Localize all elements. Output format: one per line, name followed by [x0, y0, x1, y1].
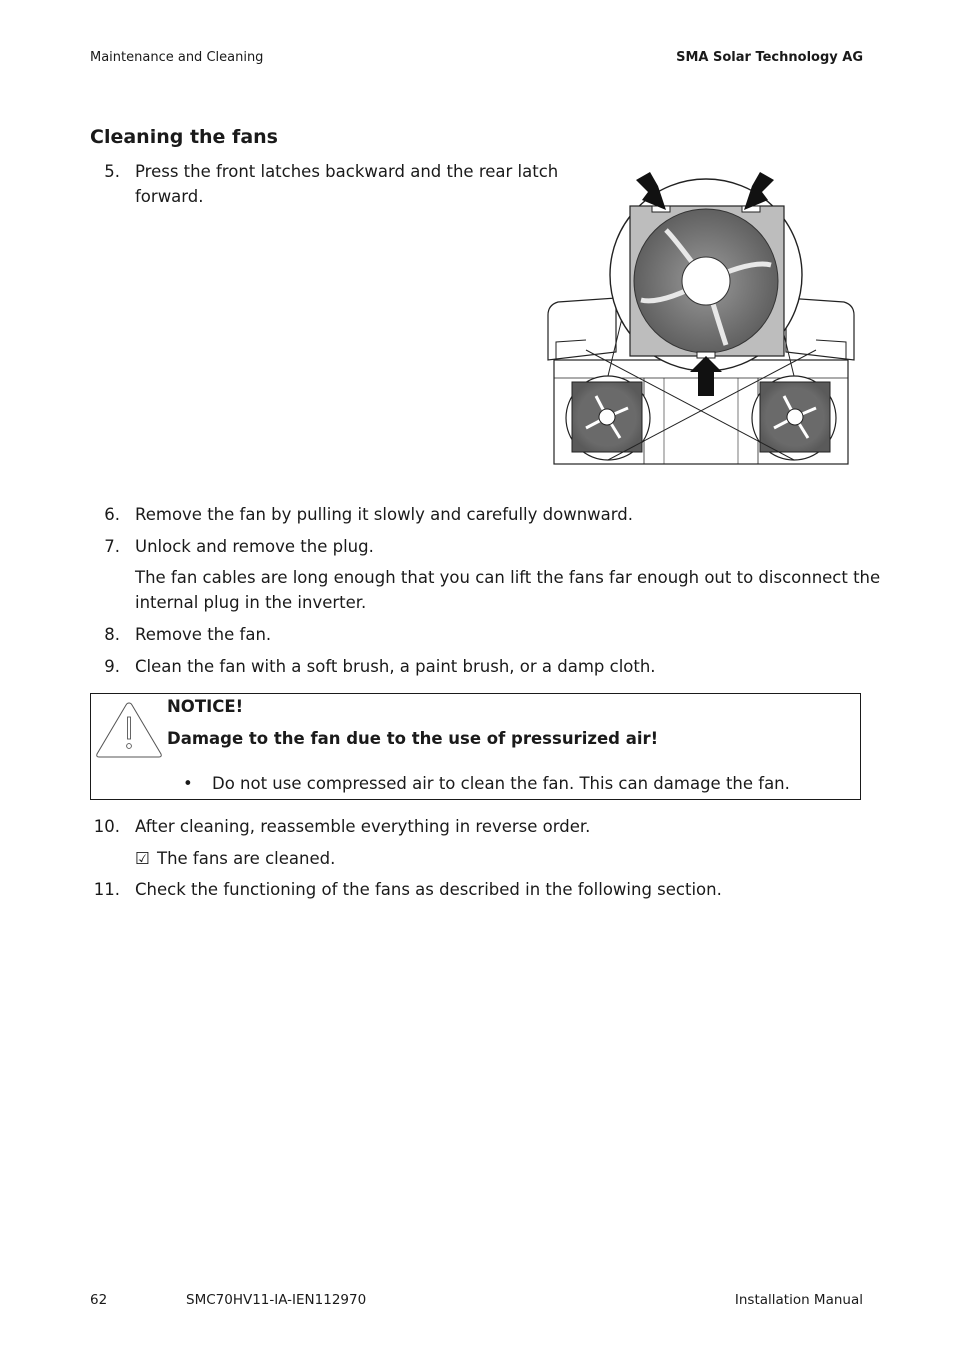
step-text: Clean the fan with a soft brush, a paint brush, or a damp cloth. — [135, 657, 656, 676]
step-9 — [90, 654, 870, 679]
step-text: Remove the fan. — [135, 625, 272, 644]
section-title: Cleaning the fans — [90, 126, 278, 148]
step-number: 7. — [104, 537, 120, 556]
fan-illustration — [546, 170, 856, 472]
document-id: SMC70HV11-IA-IEN112970 — [186, 1292, 367, 1308]
notice-box — [90, 693, 861, 800]
header-section: Maintenance and Cleaning — [90, 50, 264, 65]
step-7 — [90, 534, 870, 559]
fan-latch-diagram — [546, 170, 856, 468]
step-number: 6. — [104, 505, 120, 524]
step-11 — [90, 877, 870, 902]
result-text: The fans are cleaned. — [157, 849, 336, 868]
page-number: 62 — [90, 1292, 108, 1308]
document-type: Installation Manual — [734, 1292, 863, 1308]
notice-bullet-text: Do not use compressed air to clean the fan. This can damage the fan. — [212, 774, 790, 793]
notice-heading: NOTICE! — [167, 697, 244, 716]
step-8 — [90, 622, 870, 647]
step-text: Check the functioning of the fans as described in the following section. — [135, 880, 722, 899]
step-number: 11. — [93, 880, 120, 899]
step-number: 9. — [104, 657, 120, 676]
step-10 — [90, 814, 870, 839]
step-6 — [90, 502, 870, 527]
step-5 — [90, 159, 559, 209]
step-number: 5. — [104, 162, 120, 181]
step-number: 8. — [104, 625, 120, 644]
notice-subheading: Damage to the fan due to the use of pressurized air! — [167, 729, 659, 748]
step-text-continued: forward. — [135, 187, 204, 206]
header-company: SMA Solar Technology AG — [676, 50, 863, 65]
step-text: Press the front latches backward and the rear latch — [135, 162, 559, 181]
step-text: Remove the fan by pulling it slowly and carefully downward. — [135, 505, 633, 524]
result-line — [135, 846, 335, 871]
checkbox-checked-icon: ☑ — [135, 849, 150, 868]
step-7-note-line-1: The fan cables are long enough that you can lift the fans far enough out to disconnect the — [135, 568, 881, 587]
step-number: 10. — [93, 817, 120, 836]
bullet-dot: • — [183, 774, 193, 793]
warning-triangle-icon — [95, 700, 163, 760]
step-text: After cleaning, reassemble everything in reverse order. — [135, 817, 591, 836]
step-7-note-line-2: internal plug in the inverter. — [135, 593, 367, 612]
step-text: Unlock and remove the plug. — [135, 537, 374, 556]
